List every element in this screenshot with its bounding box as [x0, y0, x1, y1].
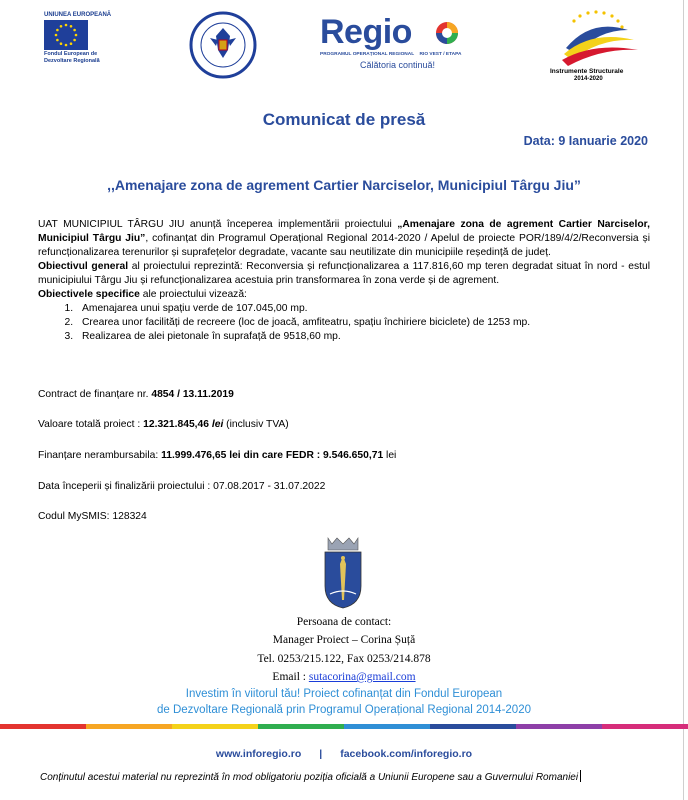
- eu-logo: [44, 12, 116, 76]
- contact-heading: Persoana de contact:: [296, 616, 392, 628]
- contact-email-line: Email : sutacorina@gmail.com: [272, 671, 416, 683]
- structural-instruments-icon: [546, 8, 646, 68]
- regio-logo: [320, 14, 466, 80]
- government-seal: [188, 10, 258, 80]
- inforegio-website-link[interactable]: www.inforegio.ro: [215, 748, 302, 760]
- list-item: 3. Realizarea de alei pietonale în suprafață de 9518,60 mp.: [76, 330, 650, 344]
- release-date: Data: 9 Ianuarie 2020: [523, 134, 648, 148]
- facebook-link[interactable]: facebook.com/inforegio.ro: [340, 748, 473, 760]
- city-coat-of-arms-icon: [322, 534, 364, 610]
- list-item: 1. Amenajarea unui spațiu verde de 107.045,00 mp.: [76, 302, 650, 316]
- list-item: 2. Crearea unor facilități de recreere (loc de joacă, amfiteatru, spațiu închiriere biciclete) de 1253 mp.: [76, 316, 650, 330]
- structural-instruments-title: Instrumente Structurale: [550, 68, 624, 75]
- structural-instruments-period: 2014-2020: [574, 76, 603, 82]
- slogan-line-1: Investim în viitorul tău! Proiect cofinanțat din Fondul European: [185, 688, 503, 700]
- contact-person: Manager Proiect – Corina Șuță: [272, 634, 416, 646]
- footer-separator: |: [319, 748, 323, 760]
- structural-instruments-logo: [546, 8, 646, 80]
- contract-line: Contract de finanțare nr. 4854 / 13.11.2019: [38, 389, 234, 400]
- slogan-line-2: de Dezvoltare Regională prin Programul Operațional Regional 2014-2020: [157, 704, 531, 716]
- page-title: Comunicat de presă: [262, 110, 426, 129]
- regio-tagline: Călătoria continuă!: [360, 60, 436, 70]
- total-value-line: Valoare totală proiect : 12.321.845,46 lei (inclusiv TVA): [38, 419, 289, 430]
- contact-phone: Tel. 0253/215.122, Fax 0253/214.878: [257, 653, 431, 665]
- eu-logo-top-text: UNIUNEA EUROPEANĂ: [44, 12, 112, 18]
- mysmis-code: Codul MySMIS: 128324: [38, 511, 147, 522]
- nonreimbursable-line: Finanțare nerambursabila: 11.999.476,65 lei din care FEDR : 9.546.650,71 lei: [38, 450, 397, 461]
- color-stripe: [0, 724, 688, 729]
- contact-email-link[interactable]: sutacorina@gmail.com: [308, 671, 416, 683]
- eu-flag-icon: [44, 20, 88, 50]
- regio-color-wheel-icon: [434, 20, 460, 46]
- specific-objectives-heading: Obiectivele specifice ale proiectului vizează:: [38, 289, 247, 300]
- project-dates-line: Data începerii și finalizării proiectului : 07.08.2017 - 31.07.2022: [38, 481, 326, 492]
- disclaimer: Conținutul acestui material nu reprezintă în mod obligatoriu poziția oficială a Uniunii Europene sau a Guvernului Romaniei: [40, 770, 581, 783]
- government-seal-icon: [188, 10, 258, 80]
- specific-objectives-list: [38, 302, 650, 344]
- eu-logo-bottom-text: Fondul European de Dezvoltare Regională: [44, 51, 100, 64]
- regio-subtitle: PROGRAMUL OPERAȚIONAL REGIONAL RIO VEST / ETAPA: [320, 52, 462, 57]
- body-text: [38, 218, 650, 344]
- footer-links: [0, 748, 688, 760]
- project-title: ,,Amenajare zona de agrement Cartier Narciselor, Municipiul Târgu Jiu”: [107, 177, 581, 193]
- regio-wordmark: Regio: [320, 13, 412, 51]
- general-objective: Obiectivul general al proiectului reprezintă: Reconversia și refuncționalizarea a 117.816,60 mp teren degradat situat în nord - estul municipiului Târgu Jiu și refuncționalizarea acestuia prin transformarea în zona verde și de agrement.: [38, 261, 650, 286]
- intro-paragraph: UAT MUNICIPIUL TÂRGU JIU anunță începerea implementării proiectului „Amenajare zona de agrement Cartier Narciselor, Municipiul Târgu Jiu”, cofinanțat din Programul Operațional Regional 2014-2020 / Apelul de proiecte POR/189/4/2/Reconversia și refuncționalizarea terenurilor și suprafețelor degradate, vacante sau neutilizate din municipiile reședință de județ.: [38, 219, 650, 258]
- text-cursor: [580, 770, 581, 782]
